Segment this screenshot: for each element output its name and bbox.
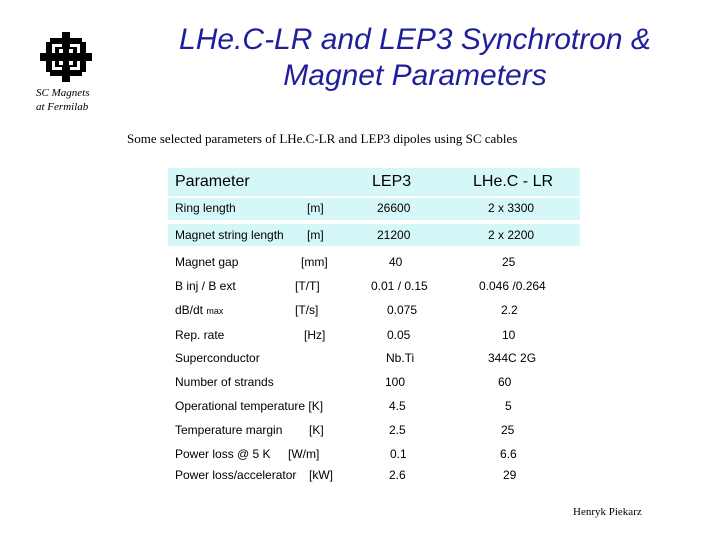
row-lhec-value: 2.2 (501, 303, 518, 317)
row-lhec-value: 25 (502, 255, 516, 269)
row-lep3-value: 2.5 (389, 423, 406, 437)
header-parameter: Parameter (175, 173, 250, 190)
row-name: Number of strands (175, 375, 274, 389)
row-name: Rep. rate (175, 328, 225, 342)
slide-subtitle: Some selected parameters of LHe.C-LR and LEP3 dipoles using SC cables (127, 131, 518, 146)
row-lhec-value: 60 (498, 375, 512, 389)
row-unit: [kW] (309, 468, 333, 482)
header-lep3: LEP3 (372, 173, 412, 190)
row-lhec-value: 29 (503, 468, 517, 482)
logo-caption (36, 86, 116, 114)
row-unit: [T/s] (295, 303, 319, 317)
row-lhec-value: 344C 2G (488, 351, 537, 365)
slide-title-line2: Magnet Parameters (283, 59, 547, 92)
row-name: Superconductor (175, 351, 260, 365)
row-unit: [K] (309, 423, 324, 437)
fermilab-logo-icon (40, 32, 92, 82)
row-name: dB/dt max (175, 303, 224, 317)
row-lep3-value: 4.5 (389, 399, 406, 413)
author-credit: Henryk Piekarz (573, 506, 642, 518)
row-lep3-value: 26600 (377, 201, 411, 215)
row-lep3-value: 0.075 (387, 303, 418, 317)
logo-caption-line1: SC Magnets (36, 87, 90, 99)
row-lep3-value: 0.01 / 0.15 (371, 279, 428, 293)
row-name: Operational temperature [K] (175, 399, 324, 413)
logo-caption-line2: at Fermilab (36, 101, 89, 113)
row-name: Magnet string length (175, 228, 284, 242)
row-name: Magnet gap (175, 255, 239, 269)
row-unit: [W/m] (288, 447, 320, 461)
slide-title-line1: LHe.C-LR and LEP3 Synchrotron & (179, 23, 651, 56)
row-lhec-value: 0.046 /0.264 (479, 279, 546, 293)
row-name: Ring length (175, 201, 236, 215)
row-lep3-value: 21200 (377, 228, 411, 242)
row-lhec-value: 6.6 (500, 447, 517, 461)
row-name: Temperature margin (175, 423, 283, 437)
row-lep3-value: 0.05 (387, 328, 411, 342)
row-name: Power loss @ 5 K (175, 447, 271, 461)
row-name: Power loss/accelerator (175, 468, 297, 482)
row-lep3-value: Nb.Ti (386, 351, 415, 365)
row-lep3-value: 40 (389, 255, 403, 269)
row-lep3-value: 2.6 (389, 468, 406, 482)
header-lhec: LHe.C - LR (473, 173, 554, 190)
parameters-table (168, 168, 580, 486)
row-unit: [Hz] (304, 328, 326, 342)
row-unit: [T/T] (295, 279, 320, 293)
row-lhec-value: 2 x 2200 (488, 228, 535, 242)
row-unit: [m] (307, 228, 324, 242)
row-lhec-value: 5 (505, 399, 512, 413)
row-lhec-value: 2 x 3300 (488, 201, 535, 215)
row-lep3-value: 100 (385, 375, 406, 389)
row-lhec-value: 25 (501, 423, 515, 437)
row-name: B inj / B ext (175, 279, 236, 293)
row-unit: [m] (307, 201, 324, 215)
slide-title (125, 22, 705, 94)
row-lep3-value: 0.1 (390, 447, 407, 461)
row-lhec-value: 10 (502, 328, 516, 342)
row-unit: [mm] (301, 255, 328, 269)
